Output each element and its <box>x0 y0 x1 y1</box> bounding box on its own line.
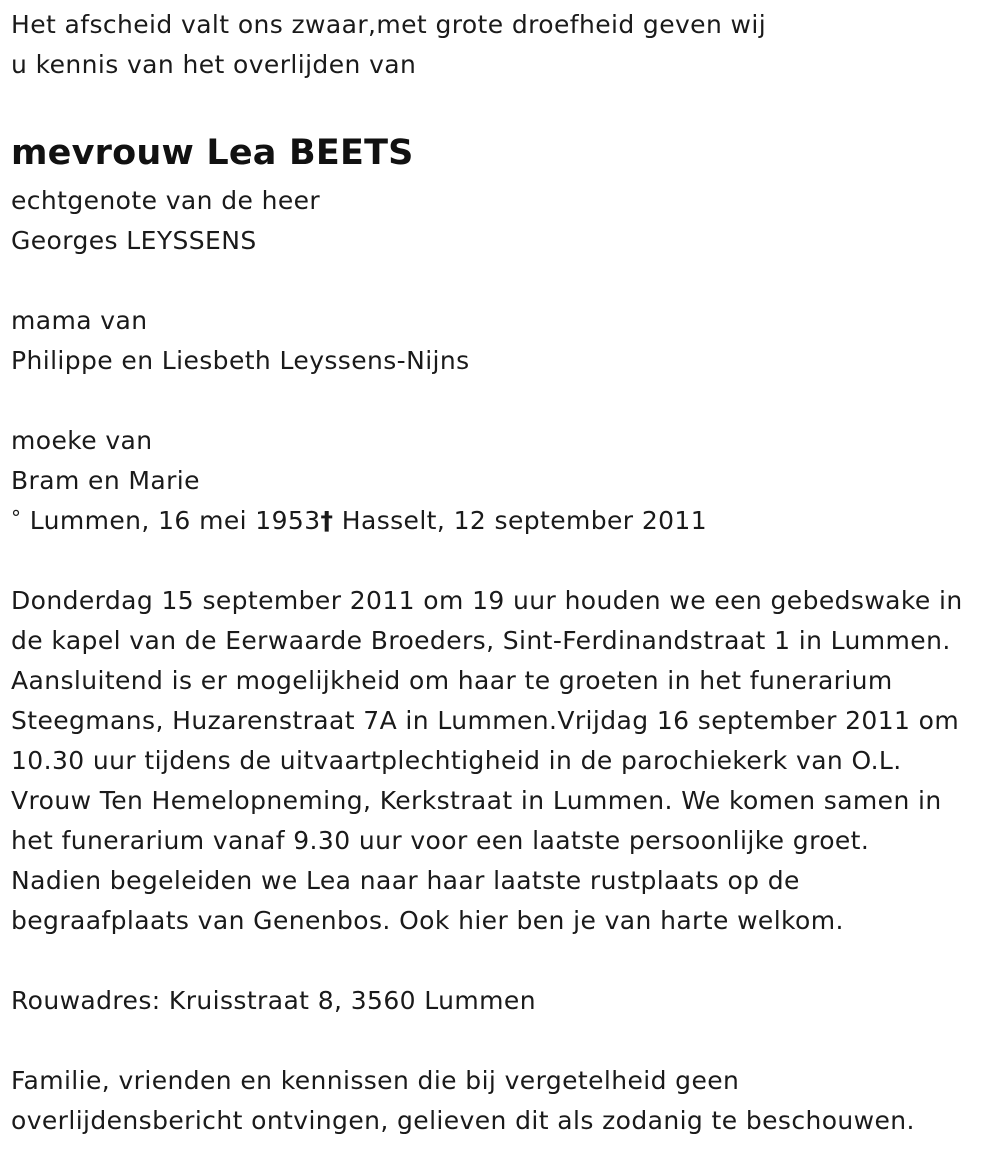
deceased-name: mevrouw Lea BEETS <box>11 133 414 173</box>
ceremony-line: Steegmans, Huzarenstraat 7A in Lummen.Vrijdag 16 september 2011 om <box>11 706 960 735</box>
death-cross-icon: † <box>320 506 334 535</box>
spouse-label: echtgenote van de heer <box>11 186 321 215</box>
closing-line-2: overlijdensbericht ontvingen, gelieven dit als zodanig te beschouwen. <box>11 1106 915 1135</box>
intro-line-2: u kennis van het overlijden van <box>11 50 417 79</box>
ceremony-line: het funerarium vanaf 9.30 uur voor een laatste persoonlijke groet. <box>11 826 870 855</box>
ceremony-line: Vrouw Ten Hemelopneming, Kerkstraat in Lummen. We komen samen in <box>11 786 942 815</box>
spacer <box>11 85 986 125</box>
closing-line-1: Familie, vrienden en kennissen die bij vergetelheid geen <box>11 1066 740 1095</box>
spacer <box>11 381 986 421</box>
death-info: Hasselt, 12 september 2011 <box>333 506 708 535</box>
spacer <box>11 541 986 581</box>
grandchildren-label: moeke van <box>11 426 153 455</box>
ceremony-line: Nadien begeleiden we Lea naar haar laatste rustplaats op de <box>11 866 800 895</box>
ceremony-line: 10.30 uur tijdens de uitvaartplechtigheid in de parochiekerk van O.L. <box>11 746 902 775</box>
children-label: mama van <box>11 306 148 335</box>
children-names: Philippe en Liesbeth Leyssens-Nijns <box>11 346 470 375</box>
birth-death-dates <box>11 501 986 541</box>
spacer <box>11 941 986 981</box>
mourning-address: Rouwadres: Kruisstraat 8, 3560 Lummen <box>11 986 536 1015</box>
ceremony-line: de kapel van de Eerwaarde Broeders, Sint-Ferdinandstraat 1 in Lummen. <box>11 626 951 655</box>
intro-line-1: Het afscheid valt ons zwaar,met grote droefheid geven wij <box>11 10 767 39</box>
spacer <box>11 1021 986 1061</box>
spouse-name: Georges LEYSSENS <box>11 226 257 255</box>
ceremony-line: Donderdag 15 september 2011 om 19 uur houden we een gebedswake in <box>11 586 963 615</box>
ceremony-line: Aansluitend is er mogelijkheid om haar te groeten in het funerarium <box>11 666 893 695</box>
birth-symbol: ° <box>11 506 22 530</box>
obituary-notice <box>11 5 986 1141</box>
spacer <box>11 261 986 301</box>
birth-info: Lummen, 16 mei 1953 <box>21 506 321 535</box>
grandchildren-names: Bram en Marie <box>11 466 200 495</box>
ceremony-line: begraafplaats van Genenbos. Ook hier ben je van harte welkom. <box>11 906 844 935</box>
